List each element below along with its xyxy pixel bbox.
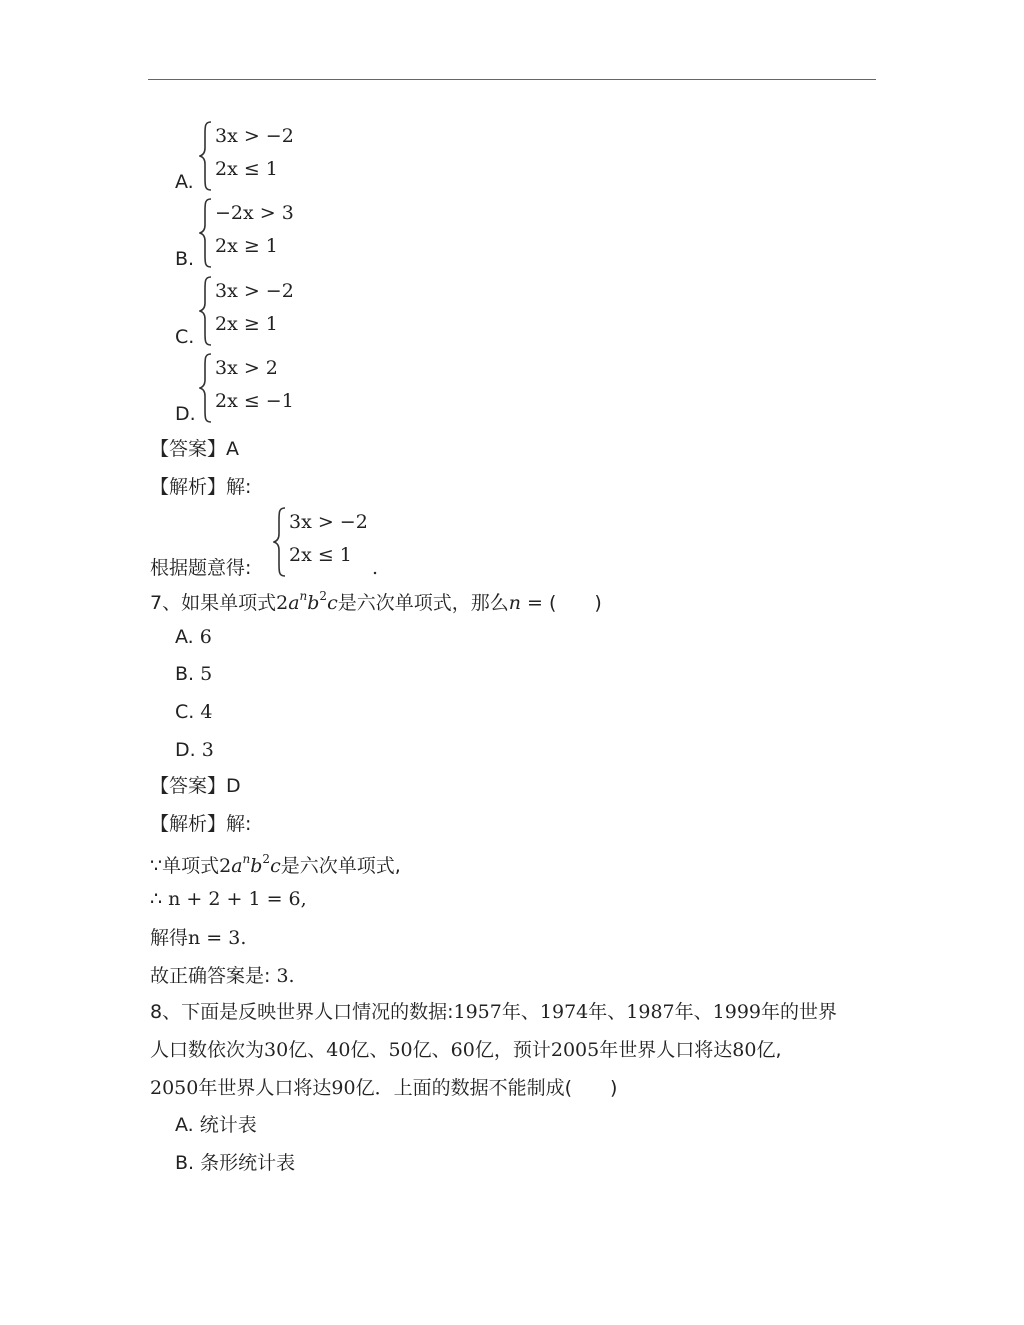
step-4-math: 3. [270,965,295,987]
value-60: 60 [450,1039,475,1061]
var-a: a [288,592,300,614]
value-30: 30 [264,1039,289,1061]
monomial-coefficient: 2 [219,855,232,877]
q7-answer: 【答案】D [150,775,241,797]
system-row-1: −2x > 3 [215,202,294,224]
left-brace-icon [199,352,213,424]
q8-text: 亿．上面的数据不能制成 [355,1077,565,1099]
option-letter: A. [175,171,194,193]
year-2005: 2005 [550,1039,600,1061]
option-letter: B. [175,663,195,685]
dun: 、 [307,1039,327,1061]
var-a: a [231,855,243,877]
dun: 、 [693,1001,713,1023]
yi: 亿 [288,1039,308,1061]
dun: 、 [369,1039,389,1061]
option-letter: C. [175,701,195,723]
option-value: 3 [201,739,214,761]
nian: 年 [674,1001,694,1023]
answer-paren: ( ) [564,1077,618,1099]
option-text: 条形统计表 [200,1152,296,1174]
q7-stem-prefix: 7、如果单项式 [150,592,277,614]
option-letter: B. [175,248,195,270]
nian: 年 [501,1001,521,1023]
dun: 、 [607,1001,627,1023]
option-text: 统计表 [199,1114,257,1136]
q7-stem [150,590,602,613]
value-80: 80 [732,1039,757,1061]
q8-option-b[interactable] [175,1154,295,1173]
q8-text: 亿，预计 [474,1039,551,1061]
system-row-1: 3x > 2 [215,357,278,379]
header-rule [148,79,876,80]
system-row-1: 3x > −2 [289,511,368,533]
q7-option-c[interactable] [175,703,212,722]
option-letter: D. [175,739,196,761]
system-row-2: 2x ≥ 1 [215,313,278,335]
dun: 、 [431,1039,451,1061]
q8-text: 人口数依次为 [150,1039,265,1061]
equals-sign: = [520,592,549,614]
because-prefix: ∵单项式 [150,855,220,877]
yi: 亿 [350,1039,370,1061]
value-50: 50 [388,1039,413,1061]
q8-stem-line-2 [150,1041,781,1060]
q6-analysis-heading: 【解析】解: [150,476,252,498]
option-value: 5 [200,663,213,685]
q8-option-a[interactable] [175,1116,257,1135]
dun: 、 [520,1001,540,1023]
exponent-n: n [299,589,308,603]
value-40: 40 [326,1039,351,1061]
step-1-suffix: 是六次单项式, [280,855,401,877]
yi: 亿 [412,1039,432,1061]
q8-text: 8、下面是反映世界人口情况的数据: [150,1001,454,1023]
nian: 年 [588,1001,608,1023]
period: . [372,557,379,579]
exponent-2: 2 [319,589,328,603]
system-row-2: 2x ≤ −1 [215,390,294,412]
q7-step-3 [150,929,246,948]
option-letter: A. [175,1114,194,1136]
q7-stem-middle: 是六次单项式，那么 [337,592,509,614]
q7-option-a[interactable] [175,628,212,647]
var-b: b [307,592,320,614]
year-1974: 1974 [539,1001,589,1023]
q7-step-2: ∴ n + 2 + 1 = 6, [150,888,307,910]
system-row-2: 2x ≥ 1 [215,235,278,257]
system-row-1: 3x > −2 [215,125,294,147]
value-90: 90 [331,1077,356,1099]
q8-text: 年世界人口将达 [198,1077,332,1099]
q8-text: 年的世界 [761,1001,838,1023]
monomial-coefficient: 2 [276,592,289,614]
q7-option-b[interactable] [175,665,212,684]
step-4-prefix: 故正确答案是: [150,965,271,987]
system-row-2: 2x ≤ 1 [289,544,352,566]
year-1987: 1987 [626,1001,675,1023]
exponent-2: 2 [262,852,271,866]
left-brace-icon [273,506,287,578]
left-brace-icon [199,197,213,269]
q8-text: 年世界人口将达 [599,1039,733,1061]
exponent-n: n [242,852,251,866]
system-row-1: 3x > −2 [215,280,294,302]
system-row-2: 2x ≤ 1 [215,158,278,180]
q7-option-d[interactable] [175,741,214,760]
step-3-prefix: 解得 [150,927,189,949]
option-letter: C. [175,326,195,348]
option-letter: D. [175,403,196,425]
option-value: 6 [199,626,212,648]
year-1999: 1999 [712,1001,762,1023]
q8-stem-line-1 [150,1003,837,1022]
var-b: b [250,855,263,877]
q7-step-4 [150,967,295,986]
q7-analysis-heading: 【解析】解: [150,813,252,835]
var-c: c [327,592,338,614]
q7-step-1 [150,853,401,876]
q6-basis-text: 根据题意得: [150,557,252,579]
option-value: 4 [200,701,213,723]
left-brace-icon [199,120,213,192]
var-c: c [270,855,281,877]
left-brace-icon [199,275,213,347]
answer-paren: ( ) [548,592,602,614]
var-n: n [508,592,521,614]
year-1957: 1957 [453,1001,502,1023]
q8-stem-line-3 [150,1079,617,1098]
option-letter: A. [175,626,194,648]
option-letter: B. [175,1152,195,1174]
year-2050: 2050 [150,1077,199,1099]
step-3-math: n = 3. [188,927,247,949]
q6-answer: 【答案】A [150,438,239,460]
q8-text: 亿, [756,1039,782,1061]
